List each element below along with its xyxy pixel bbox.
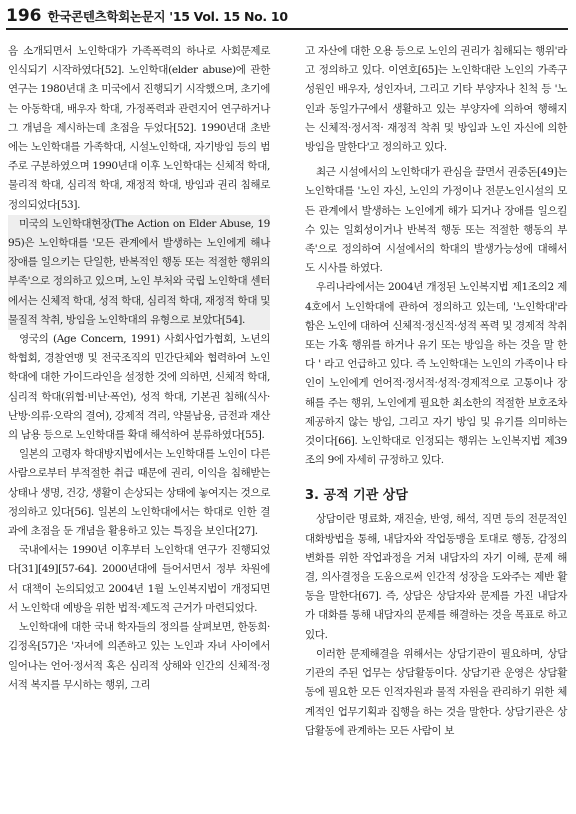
paragraph: 최근 시설에서의 노인학대가 관심을 끌면서 권중돈[49]는 노인학대를 '노인 자신, 노인의 가정이나 전문노인시설의 모든 관계에서 발생하는 노인에게 해가 되거나 장애를 일으킬 수 있는 일회성이거나 반복적 행동 또는 적절한 행동의 부족'으로 정의하여 시설에서의 학대의 발생가능성에 대해서도 시사를 하였다. <box>305 166 567 275</box>
paragraph: 이러한 문제해결을 위해서는 상담기관이 필요하며, 상담기관의 주된 업무는 상담활동이다. 상담기관 운영은 상담활동에 필요한 모든 인적자원과 물적 자원을 관리하기 위한 체계적인 업무기획과 집행을 하는 것을 말한다. 상담기관은 상담활동에 관계하는 모든 사람이 보 <box>305 647 567 737</box>
journal-title: 한국콘텐츠학회논문지 '15 Vol. 15 No. 10 <box>47 9 288 24</box>
paragraph: 일본의 고령자 학대방지법에서는 노인학대를 노인이 다른 사람으로부터 부적절한 취급 때문에 권리, 이익을 침해받는 상태나 생명, 건강, 생활이 손상되는 상태에 놓여지는 것으로 정의하고 있다[56]. 일본의 노인학대에서는 학대로 인한 결과에 초점을 둔 개념을 활용하고 있는 특징을 보인다[27]. <box>8 448 270 538</box>
page-header <box>6 6 568 30</box>
paragraph: 영국의 (Age Concern, 1991) 사회사업가협회, 노년의학협회, 경찰연맹 및 전국조직의 민간단체와 협력하여 노인학대에 대한 가이드라인을 설정한 것에 의하면, 신체적 학대, 심리적 학대(위협·비난·폭언), 성적 학대, 기본권 침해(식사·난방·의류·오락의 결여), 강제적 격리, 약물남용, 금전과 재산의 남용 등으로 노인학대를 확대 해석하여 분류하였다[55]. <box>8 333 270 442</box>
paragraph: 우리나라에서는 2004년 개정된 노인복지법 제1조의2 제4호에서 노인학대에 관하여 정의하고 있는데, '노인학대'라 함은 노인에 대하여 신체적·정신적·성적 폭력 및 경제적 착취 또는 가혹 행위를 하거나 유기 또는 방임을 하는 것을 말 한다 ' 라고 언급하고 있다. 즉 노인학대는 노인의 가족이나 타인이 노인에게 언어적·정서적·성적·경제적으로 고통이나 장해를 주는 행위, 노인에게 필요한 최소한의 적절한 보호조차 제공하지 않는 방임, 그리고 자기 방임 및 유기를 의미하는 것이다[66]. 노인학대로 인정되는 행위는 노인복지법 제39조의 9에 자세히 규정하고 있다. <box>305 281 567 467</box>
right-column <box>305 42 567 741</box>
paragraph: 상담이란 명료화, 재진술, 반영, 해석, 직면 등의 전문적인 대화방법을 통해, 내담자와 작업동맹을 토대로 행동, 감정의 변화를 위한 작업과정을 거쳐 내담자의 자기 이해, 문제 해결, 의사결정을 도움으로써 인간적 성장을 도와주는 제반 활동을 말한다[67]. 즉, 상담은 상담자와 문제를 가진 내담자가 대화를 통해 내담자의 문제를 해결하는 것을 목표로 하고 있다. <box>305 513 567 641</box>
left-column <box>8 42 270 695</box>
paragraph: 음 소개되면서 노인학대가 가족폭력의 하나로 사회문제로 인식되기 시작하였다[52]. 노인학대(elder abuse)에 관한 연구는 1980년대 초 미국에서 진행되기 시작했으며, 초기에는 아동학대, 배우자 학대, 가정폭력과 관련지어 연구하거나 그 개념을 제시하는데 초점을 두었다[52]. 1990년대 초반에는 노인학대를 가족학대, 시설노인학대, 자기방임 등의 범주로 구분하였으며 1990년대 이후 노인학대는 신체적 학대, 물리적 학대, 심리적 학대, 재정적 학대, 방임과 권리 침해로 정의되었다[53]. <box>8 45 270 211</box>
section-heading: 3. 공적 기관 상담 <box>305 488 408 504</box>
paragraph: 국내에서는 1990년 이후부터 노인학대 연구가 진행되었다[31][49][57-64]. 2000년대에 들어서면서 정부 차원에서 대책이 논의되었고 2004년 1월 노인복지법이 개정되면서 노인학대 예방을 위한 법적·제도적 근거가 마련되었다. <box>8 544 270 614</box>
page-number: 196 <box>6 6 42 26</box>
paragraph: 고 자산에 대한 오용 등으로 노인의 권리가 침해되는 행위'라고 정의하고 있다. 이연호[65]는 노인학대란 노인의 가족구성원인 배우자, 성인자녀, 그리고 기타 부양자나 친척 등 '노인과 동일가구에서 생활하고 있는 부양자에 의하여 행해지는 신체적·정서적· 재정적 착취 및 방임과 노인 자신에 의한 방임을 말한다'고 정의하고 있다. <box>305 45 567 154</box>
paragraph: 노인학대에 대한 국내 학자들의 정의를 살펴보면, 한동희·김정옥[57]은 '자녀에 의존하고 있는 노인과 자녀 사이에서 일어나는 언어·정서적 혹은 심리적 상해와 인간의 신체적·정서적 복지를 무시하는 행위, 그리 <box>8 621 270 691</box>
paragraph: 미국의 노인학대현장(The Action on Elder Abuse, 1995)은 노인학대를 '모든 관계에서 발생하는 노인에게 해나 장애를 일으키는 단일한, 반복적인 행동 또는 적절한 행위의 부족'으로 정의하고 있으며, 노인 부처와 국립 노인학대 센터에서는 신체적 학대, 성적 학대, 심리적 학대, 재정적 학대 및 물질적 착취, 방임을 노인학대의 유형으로 보았다[54]. <box>8 215 270 330</box>
